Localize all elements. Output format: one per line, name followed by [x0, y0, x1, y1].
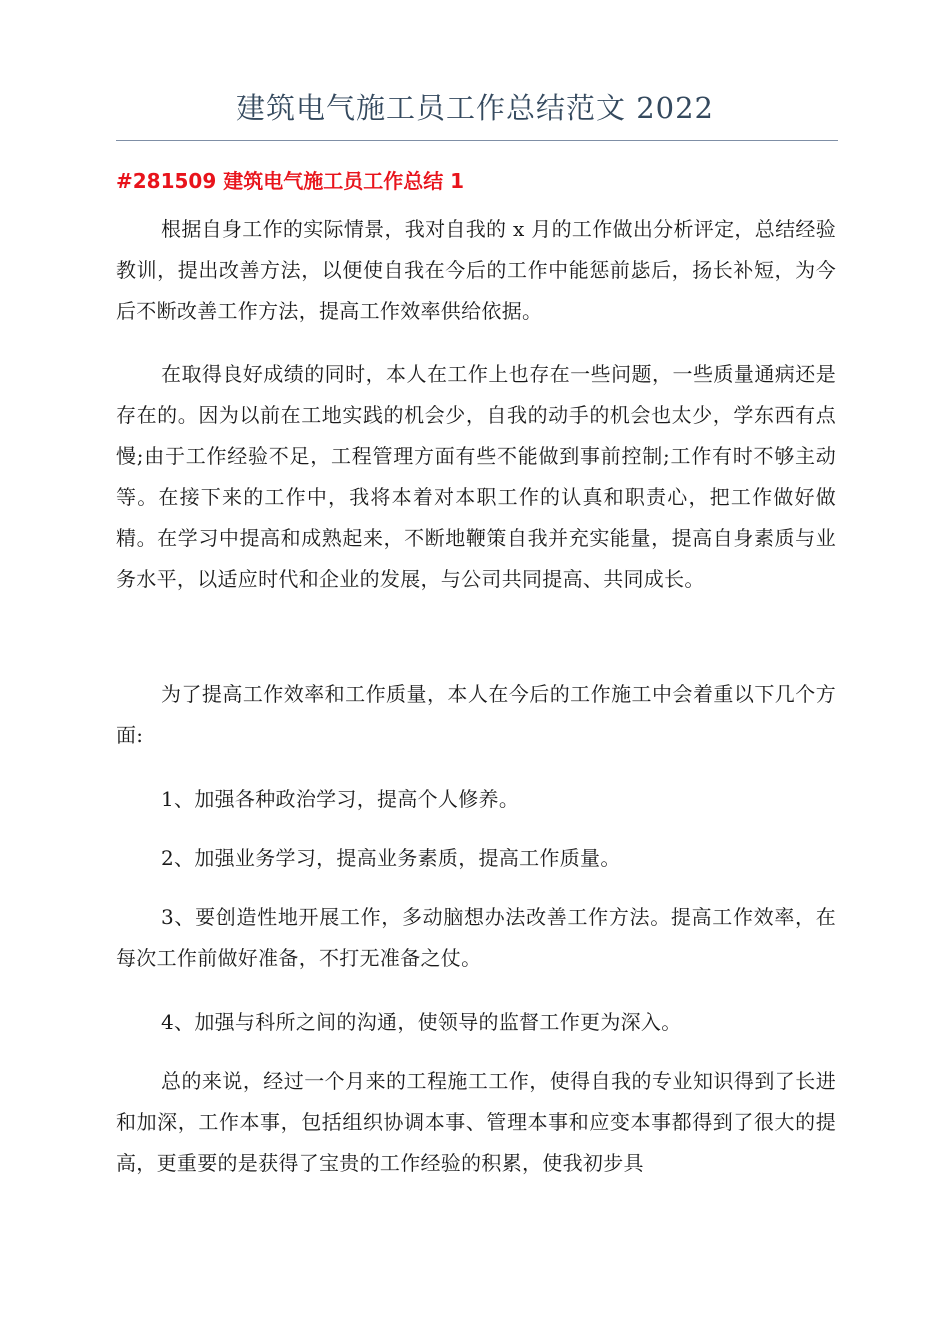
title-divider — [116, 140, 838, 141]
list-item: 2、加强业务学习，提高业务素质，提高工作质量。 — [161, 846, 621, 870]
paragraph: 在取得良好成绩的同时，本人在工作上也存在一些问题，一些质量通病还是存在的。因为以前在工地实践的机会少，自我的动手的机会也太少，学东西有点慢;由于工作经验不足，工程管理方面有些不能做到事前控制;工作有时不够主动等。在接下来的工作中，我将本着对本职工作的认真和职责心，把工作做好做精。在学习中提高和成熟起来，不断地鞭策自我并充实能量，提高自身素质与业务水平，以适应时代和企业的发展，与公司共同提高、共同成长。 — [116, 362, 836, 591]
paragraph: 总的来说，经过一个月来的工程施工工作，使得自我的专业知识得到了长进和加深，工作本事，包括组织协调本事、管理本事和应变本事都得到了很大的提高，更重要的是获得了宝贵的工作经验的积累，使我初步具 — [116, 1069, 836, 1175]
list-item: 1、加强各种政治学习，提高个人修养。 — [161, 787, 520, 811]
paragraph: 根据自身工作的实际情景，我对自我的 x 月的工作做出分析评定，总结经验教训，提出改善方法，以便使自我在今后的工作中能惩前毖后，扬长补短，为今后不断改善工作方法，提高工作效率供给依据。 — [116, 217, 836, 323]
paragraph: 为了提高工作效率和工作质量，本人在今后的工作施工中会着重以下几个方面: — [116, 682, 836, 747]
page-title: 建筑电气施工员工作总结范文 2022 — [235, 91, 715, 125]
section-heading: #281509 建筑电气施工员工作总结 1 — [116, 169, 465, 193]
list-item: 4、加强与科所之间的沟通，使领导的监督工作更为深入。 — [161, 1010, 682, 1034]
list-item: 3、要创造性地开展工作，多动脑想办法改善工作方法。提高工作效率，在每次工作前做好准备，不打无准备之仗。 — [116, 905, 836, 970]
